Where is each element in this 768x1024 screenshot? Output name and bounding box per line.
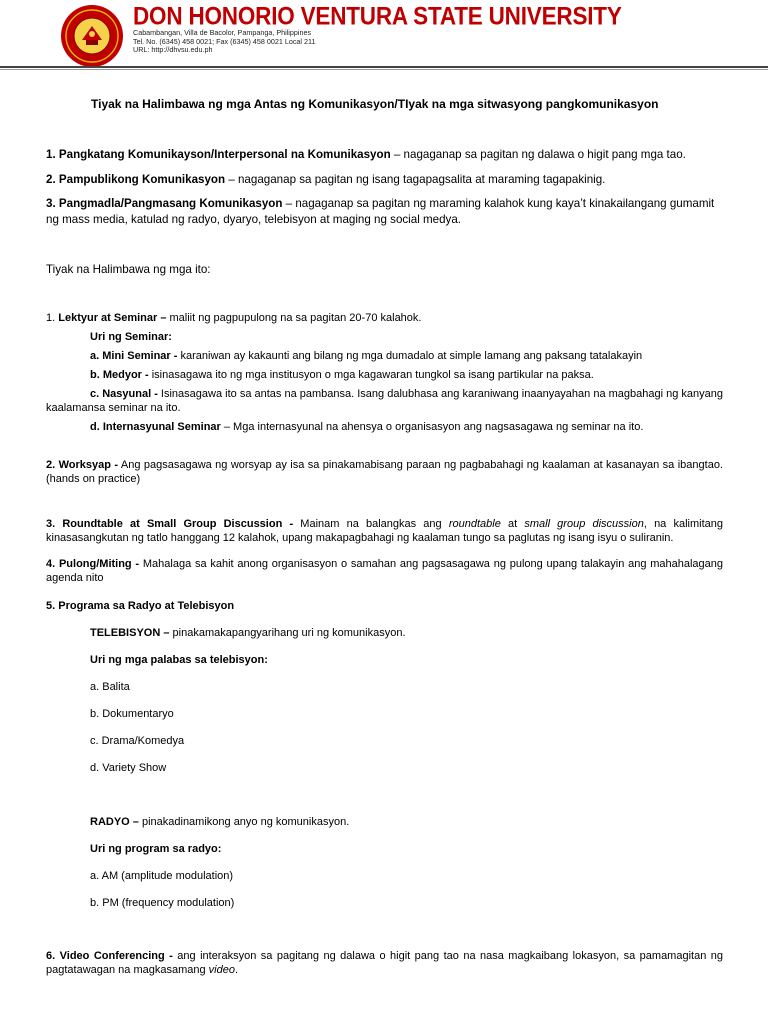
seminar-type-label: a. Mini Seminar - xyxy=(90,350,178,362)
halimbawa-heading: Tiyak na Halimbawa ng mga ito: xyxy=(46,263,211,276)
lektyur-num: 1. xyxy=(46,312,59,324)
antas-label: 2. Pampublikong Komunikasyon xyxy=(46,173,226,186)
lektyur-item xyxy=(46,312,723,326)
radyo-uri-heading: Uri ng program sa radyo: xyxy=(90,843,222,855)
lektyur-desc: maliit ng pagpupulong na sa pagitan 20-70 kalahok. xyxy=(166,312,422,324)
video-desc: ang interaksyon sa pagitang ng dalawa o higit pang tao na nasa magkaibang lokasyon, sa pamamagitan ng pagtatawagan na magkasamang xyxy=(46,950,723,976)
tv-item: a. Balita xyxy=(90,681,130,693)
university-name: DON HONORIO VENTURA STATE UNIVERSITY xyxy=(133,2,622,30)
antas-item-1 xyxy=(46,147,723,163)
antas-item-2 xyxy=(46,172,723,188)
university-url: URL: http://dhvsu.edu.ph xyxy=(133,45,213,55)
tv-item: b. Dokumentaryo xyxy=(90,708,174,720)
antas-desc: – nagaganap sa pagitan ng dalawa o higit pang mga tao. xyxy=(390,148,686,161)
seminar-type-internasyunal xyxy=(90,421,643,435)
telebisyon-label: TELEBISYON – xyxy=(90,627,170,639)
university-contact: Tel. No. (6345) 458 0021; Fax (6345) 458 0021 Local 211 xyxy=(133,36,316,46)
telebisyon-uri-heading: Uri ng mga palabas sa telebisyon: xyxy=(90,654,268,666)
seminar-type-desc: karaniwan ay kakaunti ang bilang ng mga dumadalo at simple lamang ang paksang tatalakayin xyxy=(177,350,643,362)
programa-heading: 5. Programa sa Radyo at Telebisyon xyxy=(46,600,235,612)
header-rule-thin xyxy=(0,69,768,70)
seminar-type-nasyunal xyxy=(46,388,723,415)
university-address: Cabambangan, Villa de Bacolor, Pampanga, Philippines xyxy=(133,28,312,37)
seminar-type-label: c. Nasyunal - xyxy=(90,388,158,400)
pulong-item xyxy=(46,558,723,585)
tv-item: c. Drama/Komedya xyxy=(90,735,185,747)
uri-seminar-heading: Uri ng Seminar: xyxy=(90,331,172,343)
radyo-line xyxy=(90,816,349,830)
pulong-label: 4. Pulong/Miting - xyxy=(46,558,140,570)
antas-label: 1. Pangkatang Komunikayson/Interpersonal na Komunikasyon xyxy=(46,148,391,161)
roundtable-desc-3: , na kalimitang kinasasangkutan ng tatlo hanggang 12 kalahok, upang makapagbahagi ng kaalaman tungo sa paglutas ng isang isyu o suliranin. xyxy=(46,518,723,544)
roundtable-desc-2: at xyxy=(500,518,525,530)
video-conferencing-item xyxy=(46,950,723,977)
seminar-type-desc: – Mga internasyunal na ahensya o organisasyon ang nagsasagawa ng seminar na ito. xyxy=(220,421,644,433)
worksyap-item xyxy=(46,459,723,486)
seminar-type-mini xyxy=(90,350,642,364)
seminar-type-label: d. Internasyunal Seminar xyxy=(90,421,221,433)
video-em: video xyxy=(208,963,235,976)
telebisyon-desc: pinakamakapangyarihang uri ng komunikasyon. xyxy=(169,627,406,639)
roundtable-label: 3. Roundtable at Small Group Discussion - xyxy=(46,518,294,530)
telebisyon-line xyxy=(90,627,406,641)
antas-desc: – nagaganap sa pagitan ng isang tagapagsalita at maraming tagapakinig. xyxy=(225,173,606,186)
seminar-type-label: b. Medyor - xyxy=(90,369,149,381)
seminar-type-desc: Isinasagawa ito sa antas na pambansa. Isang dalubhasa ang karaniwang inaanyayahan na magbahagi ng kanyang kaalamansa seminar na ito. xyxy=(46,388,724,414)
header-rule xyxy=(0,66,768,68)
pulong-desc: Mahalaga sa kahit anong organisasyon o samahan ang pagsasagawa ng pulong upang talakayin ang mahahalagang agenda nito xyxy=(46,558,724,584)
radyo-item: a. AM (amplitude modulation) xyxy=(90,870,234,882)
radyo-label: RADYO – xyxy=(90,816,139,828)
roundtable-em-1: roundtable xyxy=(448,518,501,530)
video-end: . xyxy=(234,963,239,976)
video-label: 6. Video Conferencing - xyxy=(46,950,173,962)
roundtable-desc-1: Mainam na balangkas ang xyxy=(293,518,449,530)
tv-item: d. Variety Show xyxy=(90,762,167,774)
worksyap-desc: Ang pagsasagawa ng worsyap ay isa sa pinakamabisang paraan ng pagbabahagi ng kaalaman at kasanayan sa ibangtao. (hands on practice) xyxy=(46,459,723,485)
radyo-item: b. PM (frequency modulation) xyxy=(90,897,235,909)
document-title: Tiyak na Halimbawa ng mga Antas ng Komunikasyon/TIyak na mga sitwasyong pangkomunikasyon xyxy=(91,97,659,111)
radyo-desc: pinakadinamikong anyo ng komunikasyon. xyxy=(138,816,350,828)
roundtable-em-2: small group discussion xyxy=(524,518,644,530)
seminar-type-desc: isinasagawa ito ng mga institusyon o mga kagawaran tungkol sa isang partikular na paksa. xyxy=(148,369,594,381)
university-seal-icon xyxy=(60,4,124,68)
roundtable-item xyxy=(46,518,723,545)
worksyap-label: 2. Worksyap - xyxy=(46,459,119,471)
university-address-block xyxy=(133,29,315,55)
seminar-type-medyor xyxy=(90,369,594,383)
lektyur-label: Lektyur at Seminar – xyxy=(58,312,167,324)
antas-item-3 xyxy=(46,196,723,228)
antas-desc: – nagaganap sa pagitan ng maraming kalahok kung kaya’t kinakailangang gumamit ng mass media, katulad ng radyo, dyaryo, telebisyon at maging ng social medya. xyxy=(46,197,715,226)
antas-label: 3. Pangmadla/Pangmasang Komunikasyon xyxy=(46,197,283,210)
document-header xyxy=(0,0,768,70)
